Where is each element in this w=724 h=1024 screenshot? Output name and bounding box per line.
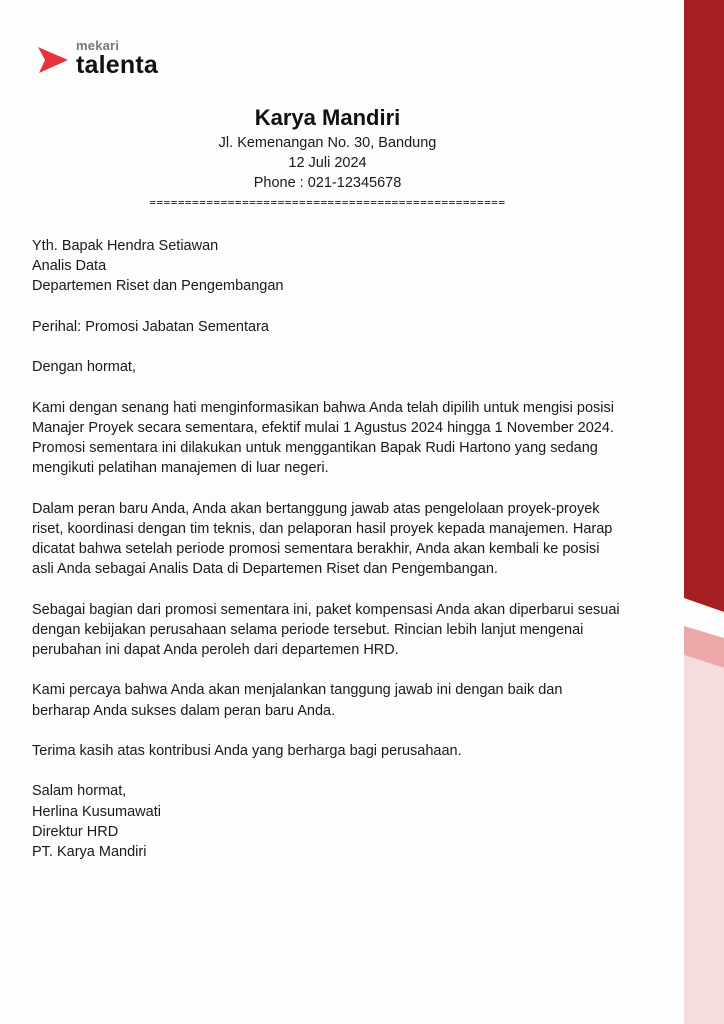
recipient-position: Analis Data xyxy=(32,258,107,275)
letterhead xyxy=(0,103,655,211)
signature-block xyxy=(32,781,622,862)
company-name: Karya Mandiri xyxy=(254,105,401,130)
paragraph-compensation: Sebagai bagian dari promosi sementara ini, paket kompensasi Anda akan diperbarui sesuai dengan kebijakan perusahaan selama periode tersebut. Rincian lebih lanjut mengenai perubahan ini dapat Anda peroleh dari departemen HRD. xyxy=(32,601,620,658)
mekari-arrow-logo-icon xyxy=(36,42,70,76)
header-separator: ================================================== xyxy=(149,196,506,209)
company-logo xyxy=(36,38,158,78)
letter-greeting: Dengan hormat, xyxy=(32,359,136,376)
paragraph-responsibilities: Dalam peran baru Anda, Anda akan bertanggung jawab atas pengelolaan proyek-proyek riset, koordinasi dengan tim teknis, dan pelaporan hasil proyek kepada manajemen. Harap dicatat bahwa setelah periode promosi sementara berakhir, Anda akan kembali ke posisi asli Anda sebagai Analis Data di Departemen Riset dan Pengembangan. xyxy=(32,500,613,578)
company-phone: Phone : 021-12345678 xyxy=(253,175,402,191)
closing-salutation: Salam hormat, xyxy=(32,783,127,800)
logo-brand-small: mekari xyxy=(76,38,120,53)
letter-date: 12 Juli 2024 xyxy=(288,155,367,171)
paragraph-thanks: Terima kasih atas kontribusi Anda yang berharga bagi perusahaan. xyxy=(32,742,462,759)
signer-name: Herlina Kusumawati xyxy=(32,803,161,820)
letter-body xyxy=(32,236,622,882)
paragraph-encouragement: Kami percaya bahwa Anda akan menjalankan tanggung jawab ini dengan baik dan berharap Anda sukses dalam peran baru Anda. xyxy=(32,682,563,719)
signer-company: PT. Karya Mandiri xyxy=(32,843,147,860)
letter-subject: Perihal: Promosi Jabatan Sementara xyxy=(32,318,269,335)
recipient-block xyxy=(32,236,622,297)
paragraph-announcement: Kami dengan senang hati menginformasikan bahwa Anda telah dipilih untuk mengisi posisi Manajer Proyek secara sementara, efektif mulai 1 Agustus 2024 hingga 1 November 2024. Promosi sementara ini dilakukan untuk menggantikan Bapak Rudi Hartono yang sedang mengikuti pelatihan manajemen di luar negeri. xyxy=(32,399,614,477)
company-address: Jl. Kemenangan No. 30, Bandung xyxy=(218,135,437,151)
recipient-department: Departemen Riset dan Pengembangan xyxy=(32,278,284,295)
logo-brand-name: talenta xyxy=(76,51,158,79)
recipient-name: Yth. Bapak Hendra Setiawan xyxy=(32,238,219,254)
signer-title: Direktur HRD xyxy=(32,823,119,840)
